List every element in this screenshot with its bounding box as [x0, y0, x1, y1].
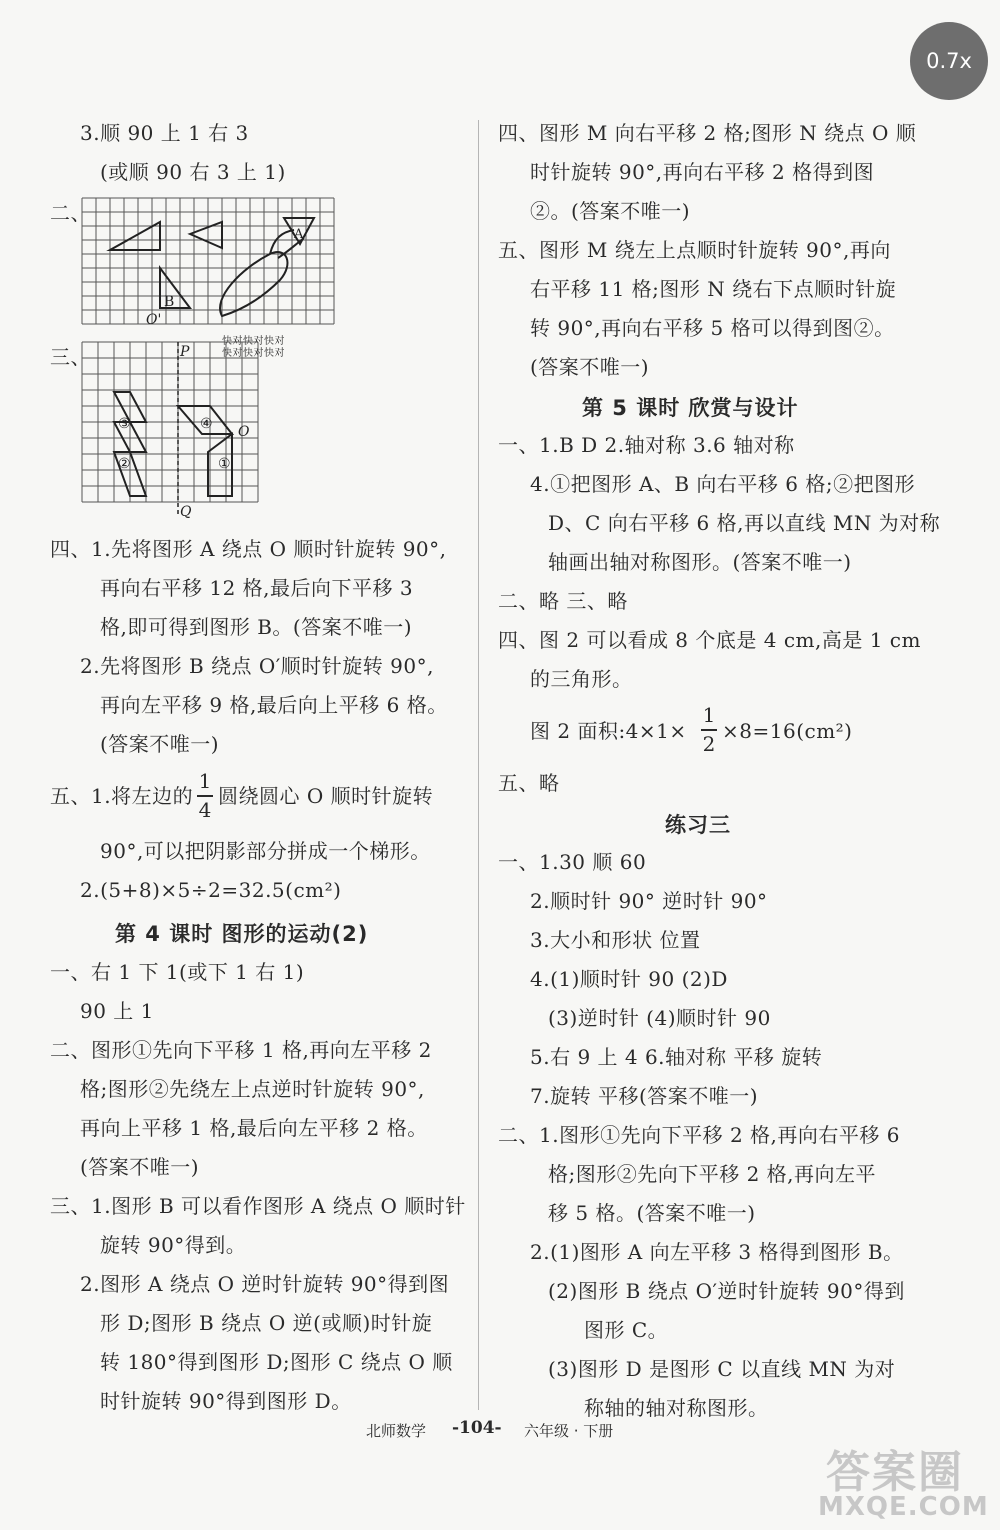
label-O-prime: O' [146, 312, 162, 328]
answer-line: (3)逆时针 (4)顺时针 90 [548, 1006, 771, 1030]
answer-line: 圆绕圆心 O 顺时针旋转 [218, 784, 434, 808]
label-3: ③ [118, 416, 131, 432]
footer-grade: 六年级 · 下册 [524, 1422, 614, 1440]
answer-line: 格,即可得到图形 B。(答案不唯一) [100, 615, 413, 639]
answer-line: 4.(1)顺时针 90 (2)D [530, 967, 728, 991]
watermark-note: 快对快对快对 [222, 348, 285, 359]
answer-line: 2.(1)图形 A 向左平移 3 格得到图形 B。 [530, 1240, 904, 1264]
section-label: 二、 [50, 201, 91, 225]
lesson-heading: 第 4 课时 图形的运动(2) [115, 922, 369, 946]
label-O: O [238, 424, 250, 440]
label-4: ④ [200, 416, 213, 432]
answer-line: 2.顺时针 90° 逆时针 90° [530, 889, 768, 913]
grid-figure-translation [82, 198, 334, 326]
answer-line: 五、1.将左边的 [50, 784, 194, 808]
fraction-denominator: 2 [702, 732, 716, 756]
answer-line: 90 上 1 [80, 999, 154, 1023]
answer-line: 转 180°得到图形 D;图形 C 绕点 O 顺 [100, 1350, 453, 1374]
answer-line: D、C 向右平移 6 格,再以直线 MN 为对称 [548, 511, 941, 535]
answer-line: 3.大小和形状 位置 [530, 928, 701, 952]
answer-line: (答案不唯一) [530, 355, 650, 379]
answer-line: (答案不唯一) [80, 1155, 200, 1179]
page-number: -104- [452, 1418, 502, 1438]
answer-line: (3)图形 D 是图形 C 以直线 MN 为对 [548, 1357, 896, 1381]
fraction-bar [197, 795, 213, 797]
answer-line: 五、图形 M 绕左上点顺时针旋转 90°,再向 [498, 238, 891, 262]
fraction-numerator: 1 [702, 703, 716, 727]
watermark-url: MXQE.COM [818, 1492, 989, 1522]
answer-line: 二、图形①先向下平移 1 格,再向左平移 2 [50, 1038, 432, 1062]
answer-line: 形 D;图形 B 绕点 O 逆(或顺)时针旋 [100, 1311, 433, 1335]
answer-line: (或顺 90 右 3 上 1) [100, 160, 286, 184]
answer-line: (答案不唯一) [100, 732, 220, 756]
answer-line: 的三角形。 [530, 667, 633, 691]
answer-line: 再向左平移 9 格,最后向上平移 6 格。 [100, 693, 448, 717]
answer-line: 再向右平移 12 格,最后向下平移 3 [100, 576, 414, 600]
exercise-heading: 练习三 [665, 813, 731, 837]
answer-line: 轴画出轴对称图形。(答案不唯一) [548, 550, 852, 574]
answer-line: 图形 C。 [584, 1318, 669, 1342]
watermark-note: 快对快对快对 [222, 336, 285, 347]
answer-line: 三、1.图形 B 可以看作图形 A 绕点 O 顺时针 [50, 1194, 466, 1218]
answer-line: 2.图形 A 绕点 O 逆时针旋转 90°得到图 [80, 1272, 450, 1296]
answer-line: 一、1.B D 2.轴对称 3.6 轴对称 [498, 433, 795, 457]
answer-line: ②。(答案不唯一) [530, 199, 691, 223]
answer-line: 一、1.30 顺 60 [498, 850, 647, 874]
answer-line: 四、图 2 可以看成 8 个底是 4 cm,高是 1 cm [498, 628, 921, 652]
answer-line: 时针旋转 90°,再向右平移 2 格得到图 [530, 160, 875, 184]
label-P: P [180, 344, 190, 360]
answer-line: (2)图形 B 绕点 O′逆时针旋转 90°得到 [548, 1279, 905, 1303]
answer-line: 4.①把图形 A、B 向右平移 6 格;②把图形 [530, 472, 916, 496]
answer-line: 四、图形 M 向右平移 2 格;图形 N 绕点 O 顺 [498, 121, 917, 145]
answer-line: 格;图形②先向下平移 2 格,再向左平 [548, 1162, 877, 1186]
answer-line: 一、右 1 下 1(或下 1 右 1) [50, 960, 305, 984]
answer-line: 3.顺 90 上 1 右 3 [80, 121, 249, 145]
label-Q: Q [180, 504, 192, 520]
fraction-numerator: 1 [198, 769, 212, 793]
answer-line: 旋转 90°得到。 [100, 1233, 247, 1257]
answer-line: 再向上平移 1 格,最后向左平移 2 格。 [80, 1116, 428, 1140]
zoom-level-badge[interactable]: 0.7x [910, 22, 988, 100]
answer-line: 时针旋转 90°得到图形 D。 [100, 1389, 352, 1413]
answer-line: 转 90°,再向右平移 5 格可以得到图②。 [530, 316, 895, 340]
answer-line: 2.先将图形 B 绕点 O′顺时针旋转 90°, [80, 654, 434, 678]
answer-line: 二、1.图形①先向下平移 2 格,再向右平移 6 [498, 1123, 900, 1147]
answer-line: 四、1.先将图形 A 绕点 O 顺时针旋转 90°, [50, 537, 447, 561]
label-2: ② [118, 456, 131, 472]
answer-line: 2.(5+8)×5÷2=32.5(cm²) [80, 878, 342, 902]
watermark-logo: 答案圈 [826, 1447, 964, 1498]
label-A: A [294, 227, 304, 242]
answer-line: 格;图形②先绕左上点逆时针旋转 90°, [80, 1077, 425, 1101]
answer-line: 图 2 面积:4×1× [530, 719, 687, 743]
answer-line: 称轴的轴对称图形。 [584, 1396, 769, 1420]
fraction-bar [701, 729, 717, 731]
answer-line: 二、略 三、略 [498, 589, 628, 613]
answer-line: 移 5 格。(答案不唯一) [548, 1201, 756, 1225]
column-divider [478, 120, 479, 1410]
answer-line: ×8=16(cm²) [722, 719, 853, 743]
answer-line: 五、略 [498, 771, 560, 795]
lesson-heading: 第 5 课时 欣赏与设计 [582, 396, 799, 420]
footer-book: 北师数学 [366, 1422, 427, 1440]
answer-line: 右平移 11 格;图形 N 绕右下点顺时针旋 [530, 277, 897, 301]
grid-figure-reflection [82, 342, 262, 522]
label-1: ① [218, 456, 231, 472]
label-B: B [164, 294, 175, 310]
section-label: 三、 [50, 345, 91, 369]
answer-line: 7.旋转 平移(答案不唯一) [530, 1084, 759, 1108]
fraction-denominator: 4 [198, 798, 212, 822]
answer-line: 5.右 9 上 4 6.轴对称 平移 旋转 [530, 1045, 823, 1069]
answer-line: 90°,可以把阴影部分拼成一个梯形。 [100, 839, 431, 863]
